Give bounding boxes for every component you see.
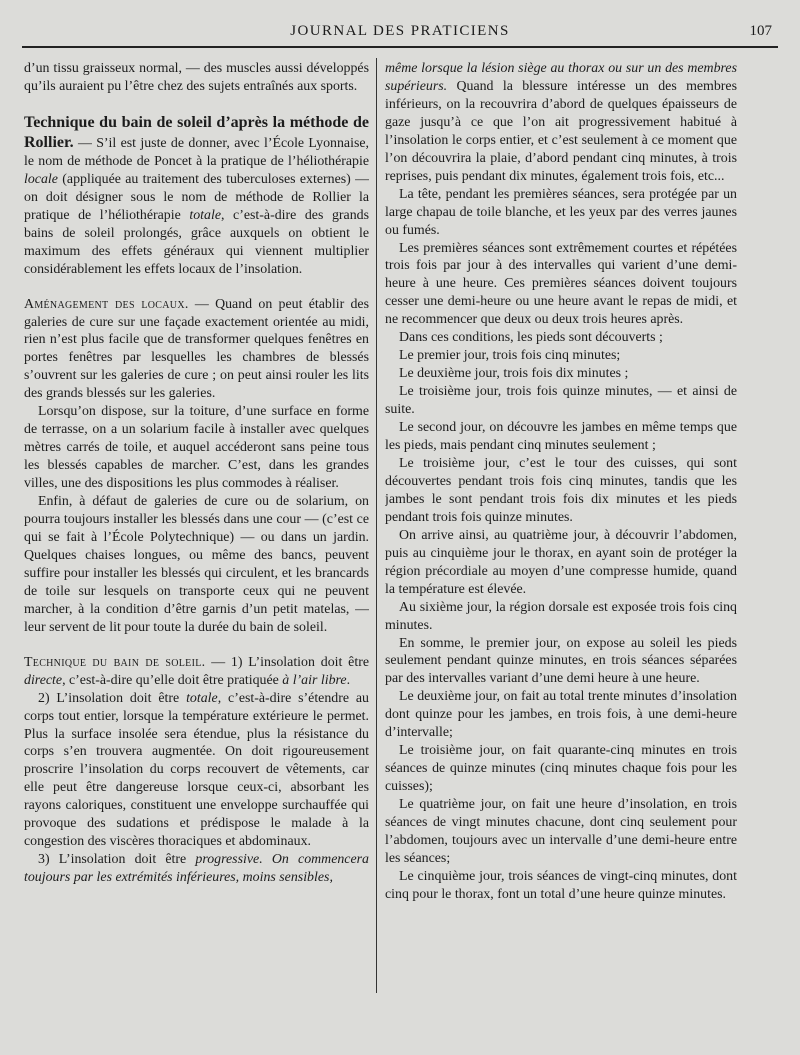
text-run: En somme, le premier jour, on expose au soleil les pieds seulement pendant quinze minutes, en trois séances séparées par des intervalles variant d’une demi heure à une heure. bbox=[385, 635, 737, 687]
paragraph-l7 bbox=[24, 690, 369, 852]
text-run: directe bbox=[24, 672, 63, 688]
paragraph-l5 bbox=[24, 493, 369, 637]
subsection-heading: Technique du bain de soleil. bbox=[24, 654, 206, 670]
text-run: Le quatrième jour, on fait une heure d’insolation, en trois séances de vingt minutes chacune, dont cinq seulement pour l’abdomen, toujours avec un intervalle d’une demi-heure entre les séances; bbox=[385, 797, 737, 866]
right-column bbox=[385, 60, 737, 995]
text-run: même lorsque la lésion siège au thorax ou sur un des membres supérieurs. bbox=[385, 61, 737, 94]
text-run: (appliquée au traitement des tuberculoses externes) — on doit désigner sous le nom de méthode de Rollier la pratique de l’héliothérapie bbox=[24, 171, 369, 223]
text-run: Enfin, à défaut de galeries de cure ou de solarium, on pourra toujours installer les blessés dans une cour — (c’est ce qui se fait à l’École Polytechnique) — ou dans un jardin. Quelques chaises longues, ou même des bancs, peuvent suffire pour installer les blessés qui circulent, et les brancards de toile sur lesquels on transporte ceux qui ne peuvent marcher, à la condition d’être garnis d’un petit matelas, — leur servent de lit pour toute la durée du bain de soleil. bbox=[24, 494, 369, 635]
text-run: Le troisième jour, trois fois quinze minutes, — et ainsi de suite. bbox=[385, 384, 737, 418]
paragraph-r16 bbox=[385, 868, 737, 904]
column-divider bbox=[376, 58, 377, 993]
text-run: La tête, pendant les premières séances, sera protégée par un large chapau de toile blanche, et les yeux par des verres jaunes ou fumés. bbox=[385, 186, 737, 238]
paragraph-r13 bbox=[385, 688, 737, 742]
subsection-heading: Aménagement des locaux. bbox=[24, 296, 189, 312]
text-run: , c’est-à-dire s’étendre au corps tout entier, lorsque la température extérieure le permet. Plus la surface insolée sera étendue, plus la résistance du corps s’en trouvera augmentée. On doit rigoureusement proscrire l’insolation du corps recouvert de vêtements, car elle peut être dangereuse lorsque ceux-ci, absorbant les rayons caloriques, constituent une enveloppe surchauffée qui provoque des sudations et prédispose le malade à la congestion des viscères thoraciques et abdominaux. bbox=[24, 690, 369, 850]
paragraph-r11 bbox=[385, 599, 737, 635]
text-run: Le troisième jour, c’est le tour des cuisses, qui sont découvertes pendant trois fois cinq minutes, tandis que les jambes le sont pendant trois fois dix minutes et les pieds pendant trois fois quinze minutes. bbox=[385, 455, 737, 525]
text-run: . bbox=[346, 672, 351, 688]
paragraph-r1 bbox=[385, 60, 737, 186]
journal-title: JOURNAL DES PRATICIENS bbox=[290, 23, 510, 39]
text-run: Au sixième jour, la région dorsale est exposée trois fois cinq minutes. bbox=[385, 599, 737, 633]
text-run: totale bbox=[186, 690, 218, 706]
text-run: Les premières séances sont extrêmement courtes et répétées trois fois par jour à des intervalles qui varient d’une demi-heure à une heure. Ces premières séances doivent toujours cesser une demi-heure ou une heure avant le repas de midi, et ne recommencer que deux ou deux trois heures après. bbox=[385, 240, 737, 328]
page-number: 107 bbox=[749, 23, 772, 39]
left-column bbox=[24, 60, 369, 995]
paragraph-r10 bbox=[385, 527, 737, 599]
text-run: Le deuxième jour, trois fois dix minutes ; bbox=[399, 366, 629, 382]
paragraph-l2 bbox=[24, 113, 369, 279]
text-run: , c’est-à-dire qu’elle doit être pratiquée bbox=[62, 672, 283, 688]
paragraph-l8 bbox=[24, 851, 369, 887]
paragraph-l1 bbox=[24, 60, 369, 96]
paragraph-r14 bbox=[385, 742, 737, 796]
text-run: 2) L’insolation doit être bbox=[38, 690, 187, 706]
text-run: Lorsqu’on dispose, sur la toiture, d’une surface en forme de terrasse, on a un solarium facile à installer avec quelques mètres carrés de toile, et auquel accéderont sans peine tous les blessés capables de marcher. C’est, dans les grandes villes, une des dispositions les plus commodes à réaliser. bbox=[24, 404, 369, 492]
paragraph-r5 bbox=[385, 347, 737, 365]
text-run: — 1) L’insolation doit être bbox=[205, 654, 369, 670]
paragraph-r12 bbox=[385, 635, 737, 689]
paragraph-l3 bbox=[24, 296, 369, 404]
text-run: On arrive ainsi, au quatrième jour, à découvrir l’abdomen, puis au cinquième jour le thorax, en ayant soin de protéger la région précordiale au moyen d’une compresse humide, quand la température est élevée. bbox=[385, 527, 737, 597]
paragraph-r2 bbox=[385, 186, 737, 240]
paragraph-r3 bbox=[385, 240, 737, 330]
text-run: Le premier jour, trois fois cinq minutes; bbox=[399, 348, 621, 364]
text-run: , c’est-à-dire des grands bains de soleil prolongés, grâce auxquels on obtient le maximum des effets généraux qui viennent multiplier considérablement les effets locaux de l’insolation. bbox=[24, 207, 369, 277]
text-run: d’un tissu graisseux normal, — des muscles aussi développés qu’ils auraient pu l’être chez des sujets entraînés aux sports. bbox=[24, 61, 369, 94]
paragraph-l4 bbox=[24, 403, 369, 493]
text-run: — S’il est juste de donner, avec l’École Lyonnaise, le nom de méthode de Poncet à la pratique de l’héliothérapie bbox=[24, 135, 369, 169]
paragraph-r6 bbox=[385, 365, 737, 383]
paragraph-r8 bbox=[385, 419, 737, 455]
text-run: 3) L’insolation doit être bbox=[38, 852, 196, 868]
running-header bbox=[22, 20, 778, 48]
paragraph-r4 bbox=[385, 329, 737, 347]
paragraph-r15 bbox=[385, 796, 737, 868]
section-heading: Technique du bain de soleil d’après la méthode de Rollier. bbox=[24, 113, 369, 151]
paragraph-r9 bbox=[385, 455, 737, 527]
text-run: Le cinquième jour, trois séances de vingt-cinq minutes, dont cinq pour le thorax, font un total d’une heure quinze minutes. bbox=[385, 868, 737, 902]
text-run: Dans ces conditions, les pieds sont découverts ; bbox=[399, 330, 663, 346]
paragraph-r7 bbox=[385, 383, 737, 419]
text-run: totale bbox=[189, 207, 221, 223]
text-run: Quand la blessure intéresse un des membres inférieurs, on la recouvrira d’abord de quelques épaisseurs de gaze jusqu’à ce que l’on ait progressivement habitué à l’insolation le corps entier, et c’est seulement à ce moment que l’on découvrira la plaie, d’abord pendant cinq minutes, à trois reprises, puis pendant dix minutes, également trois fois, etc... bbox=[385, 78, 737, 184]
text-run: Le troisième jour, on fait quarante-cinq minutes en trois séances de quinze minutes (cinq minutes chaque fois pour les cuisses); bbox=[385, 743, 737, 795]
text-run: locale bbox=[24, 171, 58, 187]
text-run: Le deuxième jour, on fait au total trente minutes d’insolation dont quinze pour les jambes, en trois fois, à une demi-heure d’intervalle; bbox=[385, 689, 737, 741]
text-run: à l’air libre bbox=[282, 672, 347, 688]
text-run: progressive. On commencera toujours par les extrémités inférieures, moins sensibles, bbox=[24, 852, 369, 886]
paragraph-l6 bbox=[24, 654, 369, 690]
text-run: Le second jour, on découvre les jambes en même temps que les pieds, mais pendant cinq minutes seulement ; bbox=[385, 420, 737, 454]
text-run: — Quand on peut établir des galeries de cure sur une façade exactement orientée au midi, rien n’est plus facile que de transformer quelques fenêtres en portes fenêtres par lesquelles les chambres de blessés s’ouvrent sur les galeries de cure ; on peut ainsi rouler les lits des grands blessés sur les galeries. bbox=[24, 296, 369, 402]
